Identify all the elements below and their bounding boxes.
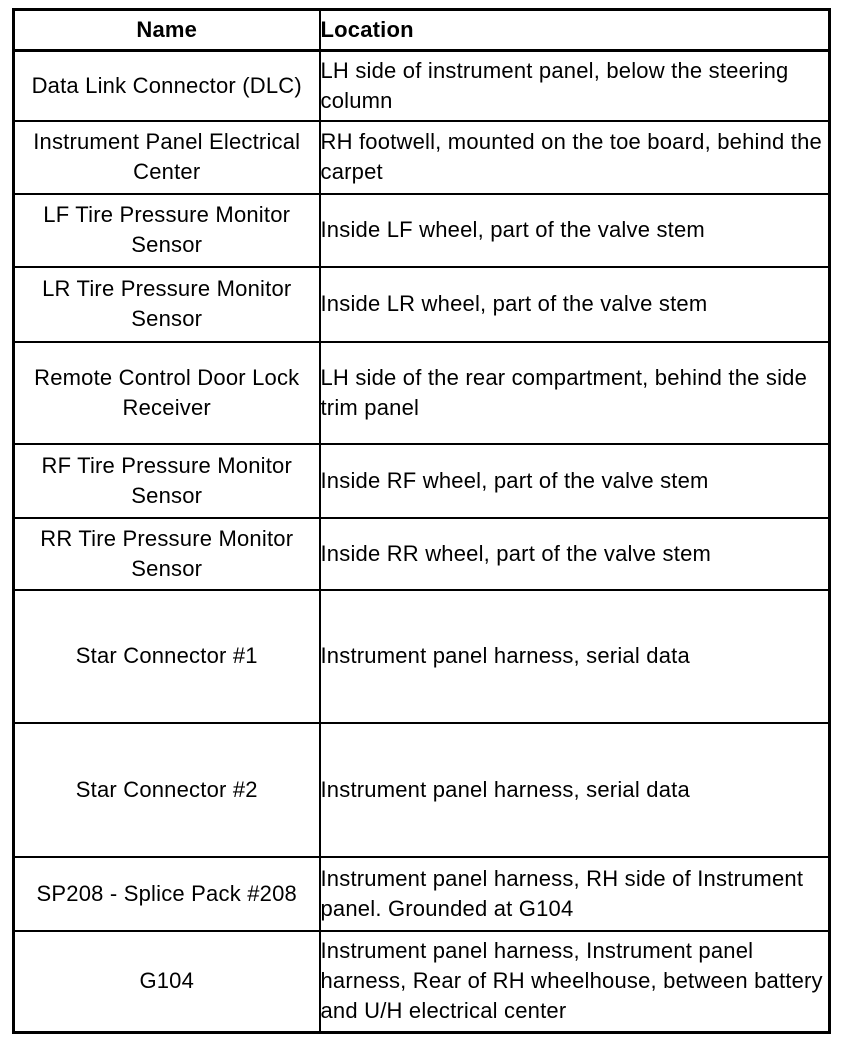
component-location-cell: LH side of the rear compartment, behind the side trim panel (320, 342, 830, 444)
table-header-row (14, 10, 830, 51)
component-name-cell: G104 (14, 931, 320, 1033)
table-row (14, 342, 830, 444)
table-row (14, 267, 830, 342)
component-location-cell: Inside RF wheel, part of the valve stem (320, 444, 830, 518)
component-name-cell: RF Tire Pressure Monitor Sensor (14, 444, 320, 518)
table-row (14, 931, 830, 1033)
component-name-cell: Remote Control Door Lock Receiver (14, 342, 320, 444)
table-row (14, 590, 830, 723)
table-row (14, 51, 830, 121)
component-location-cell: Inside LR wheel, part of the valve stem (320, 267, 830, 342)
component-name-cell: Star Connector #2 (14, 723, 320, 857)
component-location-cell: Instrument panel harness, Instrument panel harness, Rear of RH wheelhouse, between battery and U/H electrical center (320, 931, 830, 1033)
table-row (14, 194, 830, 267)
component-location-cell: Instrument panel harness, serial data (320, 723, 830, 857)
table-row (14, 723, 830, 857)
table-row (14, 518, 830, 590)
component-name-cell: SP208 - Splice Pack #208 (14, 857, 320, 931)
component-location-cell: Instrument panel harness, serial data (320, 590, 830, 723)
component-location-cell: Inside RR wheel, part of the valve stem (320, 518, 830, 590)
component-name-cell: Data Link Connector (DLC) (14, 51, 320, 121)
component-location-cell: Inside LF wheel, part of the valve stem (320, 194, 830, 267)
component-location-cell: Instrument panel harness, RH side of Instrument panel. Grounded at G104 (320, 857, 830, 931)
column-header-name: Name (14, 10, 320, 51)
component-location-cell: LH side of instrument panel, below the steering column (320, 51, 830, 121)
component-name-cell: LF Tire Pressure Monitor Sensor (14, 194, 320, 267)
component-location-table (12, 8, 831, 1034)
table-row (14, 121, 830, 194)
column-header-location: Location (320, 10, 830, 51)
component-location-cell: RH footwell, mounted on the toe board, behind the carpet (320, 121, 830, 194)
component-name-cell: Instrument Panel Electrical Center (14, 121, 320, 194)
component-name-cell: RR Tire Pressure Monitor Sensor (14, 518, 320, 590)
component-name-cell: LR Tire Pressure Monitor Sensor (14, 267, 320, 342)
component-name-cell: Star Connector #1 (14, 590, 320, 723)
table-row (14, 857, 830, 931)
table-row (14, 444, 830, 518)
